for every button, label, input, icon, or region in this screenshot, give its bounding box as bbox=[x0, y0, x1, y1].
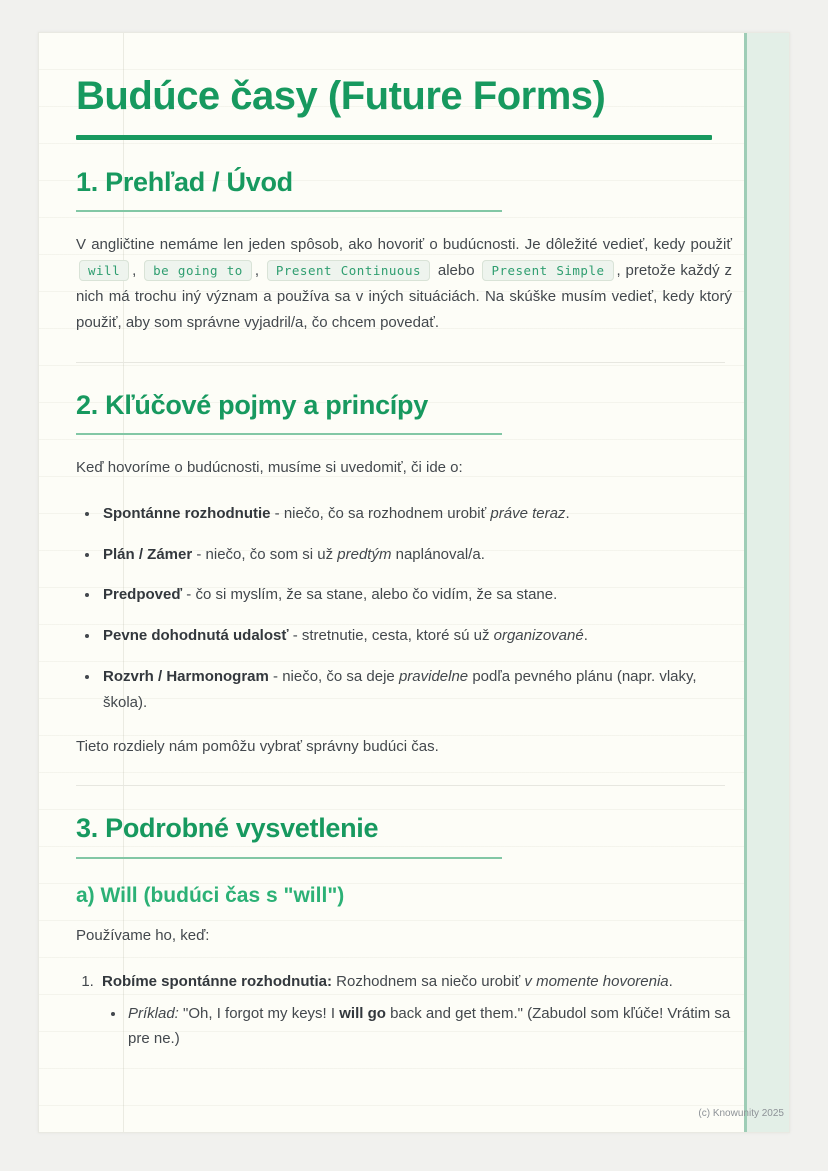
usage-item-spontaneous bbox=[98, 969, 732, 1052]
section-divider-1 bbox=[76, 362, 725, 363]
usage-example-list bbox=[102, 1001, 732, 1053]
section-concepts-rule bbox=[76, 433, 502, 435]
section-divider-2 bbox=[76, 785, 725, 786]
document-page bbox=[38, 32, 790, 1133]
document-content bbox=[39, 33, 789, 1052]
concept-item-spontaneous: • Spontánne rozhodnutie - niečo, čo sa rozhodnem urobiť práve teraz. bbox=[100, 501, 732, 527]
section-overview-rule bbox=[76, 210, 502, 212]
section-concepts-heading: 2. Kľúčové pojmy a princípy bbox=[76, 389, 428, 420]
concepts-closing: Tieto rozdiely nám pomôžu vybrať správny budúci čas. bbox=[76, 737, 439, 755]
will-usage-list bbox=[76, 969, 732, 1052]
section-details-rule bbox=[76, 857, 502, 859]
title-rule bbox=[76, 135, 712, 140]
section-overview bbox=[76, 166, 732, 336]
section-details-heading: 3. Podrobné vysvetlenie bbox=[76, 813, 379, 844]
will-lead: Používame ho, keď: bbox=[76, 926, 210, 944]
subsection-will-heading: a) Will (budúci čas s "will") bbox=[76, 883, 345, 907]
section-details bbox=[76, 812, 732, 1052]
document-title: Budúce časy (Future Forms) bbox=[76, 74, 606, 118]
section-overview-heading: 1. Prehľad / Úvod bbox=[76, 167, 293, 197]
concept-item-arrangement: • Pevne dohodnutá udalosť - stretnutie, cesta, ktoré sú už organizované. bbox=[100, 623, 732, 649]
concept-item-prediction: • Predpoveď - čo si myslím, že sa stane, alebo čo vidím, že sa stane. bbox=[100, 582, 732, 608]
usage-item-text: Robíme spontánne rozhodnutia: Rozhodnem sa niečo urobiť v momente hovorenia. bbox=[102, 972, 673, 990]
concept-item-plan: • Plán / Zámer - niečo, čo som si už predtým naplánoval/a. bbox=[100, 542, 732, 568]
section-concepts bbox=[76, 389, 732, 760]
concept-item-timetable: • Rozvrh / Harmonogram - niečo, čo sa deje pravidelne podľa pevného plánu (napr. vlaky, škola). bbox=[100, 664, 732, 716]
copyright-footer: (c) Knowunity 2025 bbox=[698, 1108, 784, 1119]
concepts-lead: Keď hovoríme o budúcnosti, musíme si uvedomiť, či ide o: bbox=[76, 458, 463, 476]
usage-example-item: • Príklad: "Oh, I forgot my keys! I will go back and get them." (Zabudol som kľúče! Vrátim sa pre ne.) bbox=[126, 1001, 732, 1053]
overview-paragraph: V angličtine nemáme len jeden spôsob, ako hovoriť o budúcnosti. Je dôležité vedieť, kedy použiť will , be going to , Present Continuous alebo Present Simple , pretože každý z nich má trochu iný význam a používa sa v iných situáciách. Na skúške musím vedieť, kedy ktorý použiť, aby som správne vyjadril/a, čo chcem povedať. bbox=[76, 236, 732, 331]
concepts-list bbox=[76, 501, 732, 716]
